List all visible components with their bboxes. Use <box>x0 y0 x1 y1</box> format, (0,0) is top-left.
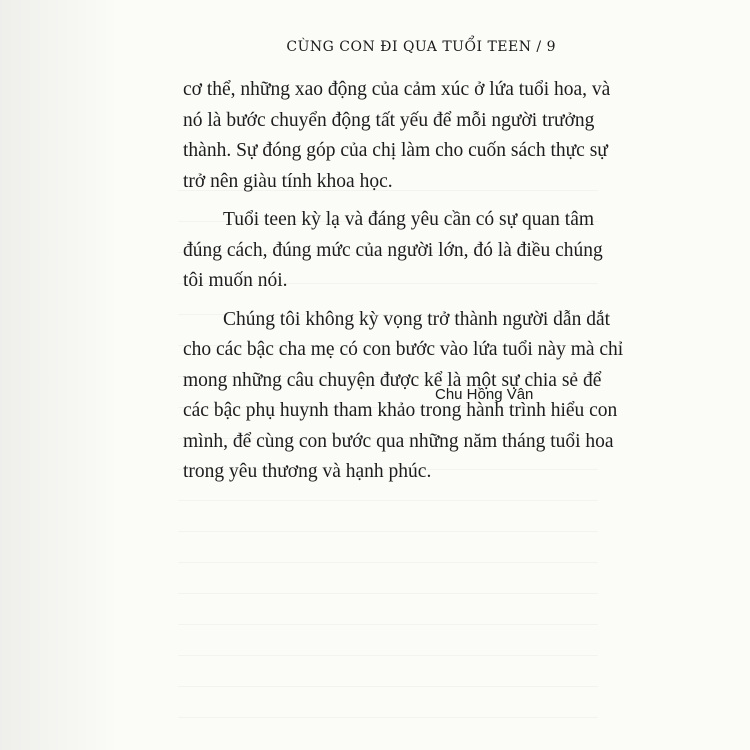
text-line: mình, để cùng con bước qua những năm tháng tuổi hoa <box>183 430 614 452</box>
body-text <box>183 75 624 502</box>
text-line: cơ thể, những xao động của cảm xúc ở lứa tuổi hoa, và <box>183 79 611 100</box>
author-signature: Chu Hồng Vân <box>435 386 534 403</box>
text-line: Tuổi teen kỳ lạ và đáng yêu cần có sự quan tâm <box>223 209 595 230</box>
text-line: trong yêu thương và hạnh phúc. <box>183 461 432 482</box>
text-line: tôi muốn nói. <box>183 270 288 291</box>
text-line: mong những câu chuyện được kể là một sự chia sẻ để <box>183 369 602 391</box>
running-header: CÙNG CON ĐI QUA TUỔI TEEN / 9 <box>286 39 556 55</box>
paragraph-1 <box>183 75 611 197</box>
text-line: trở nên giàu tính khoa học. <box>183 170 393 192</box>
text-line: thành. Sự đóng góp của chị làm cho cuốn sách thực sự <box>183 140 608 161</box>
text-line: đúng cách, đúng mức của người lớn, đó là điều chúng <box>183 239 603 261</box>
text-line: Chúng tôi không kỳ vọng trở thành người dẫn dắt <box>223 308 611 330</box>
text-line: cho các bậc cha mẹ có con bước vào lứa tuổi này mà chỉ <box>183 339 624 360</box>
text-line: các bậc phụ huynh tham khảo trong hành trình hiểu con <box>183 400 618 421</box>
text-line: nó là bước chuyển động tất yếu để mỗi người trưởng <box>183 109 595 131</box>
paragraph-2 <box>183 205 603 297</box>
page-edge-shadow <box>0 0 120 750</box>
